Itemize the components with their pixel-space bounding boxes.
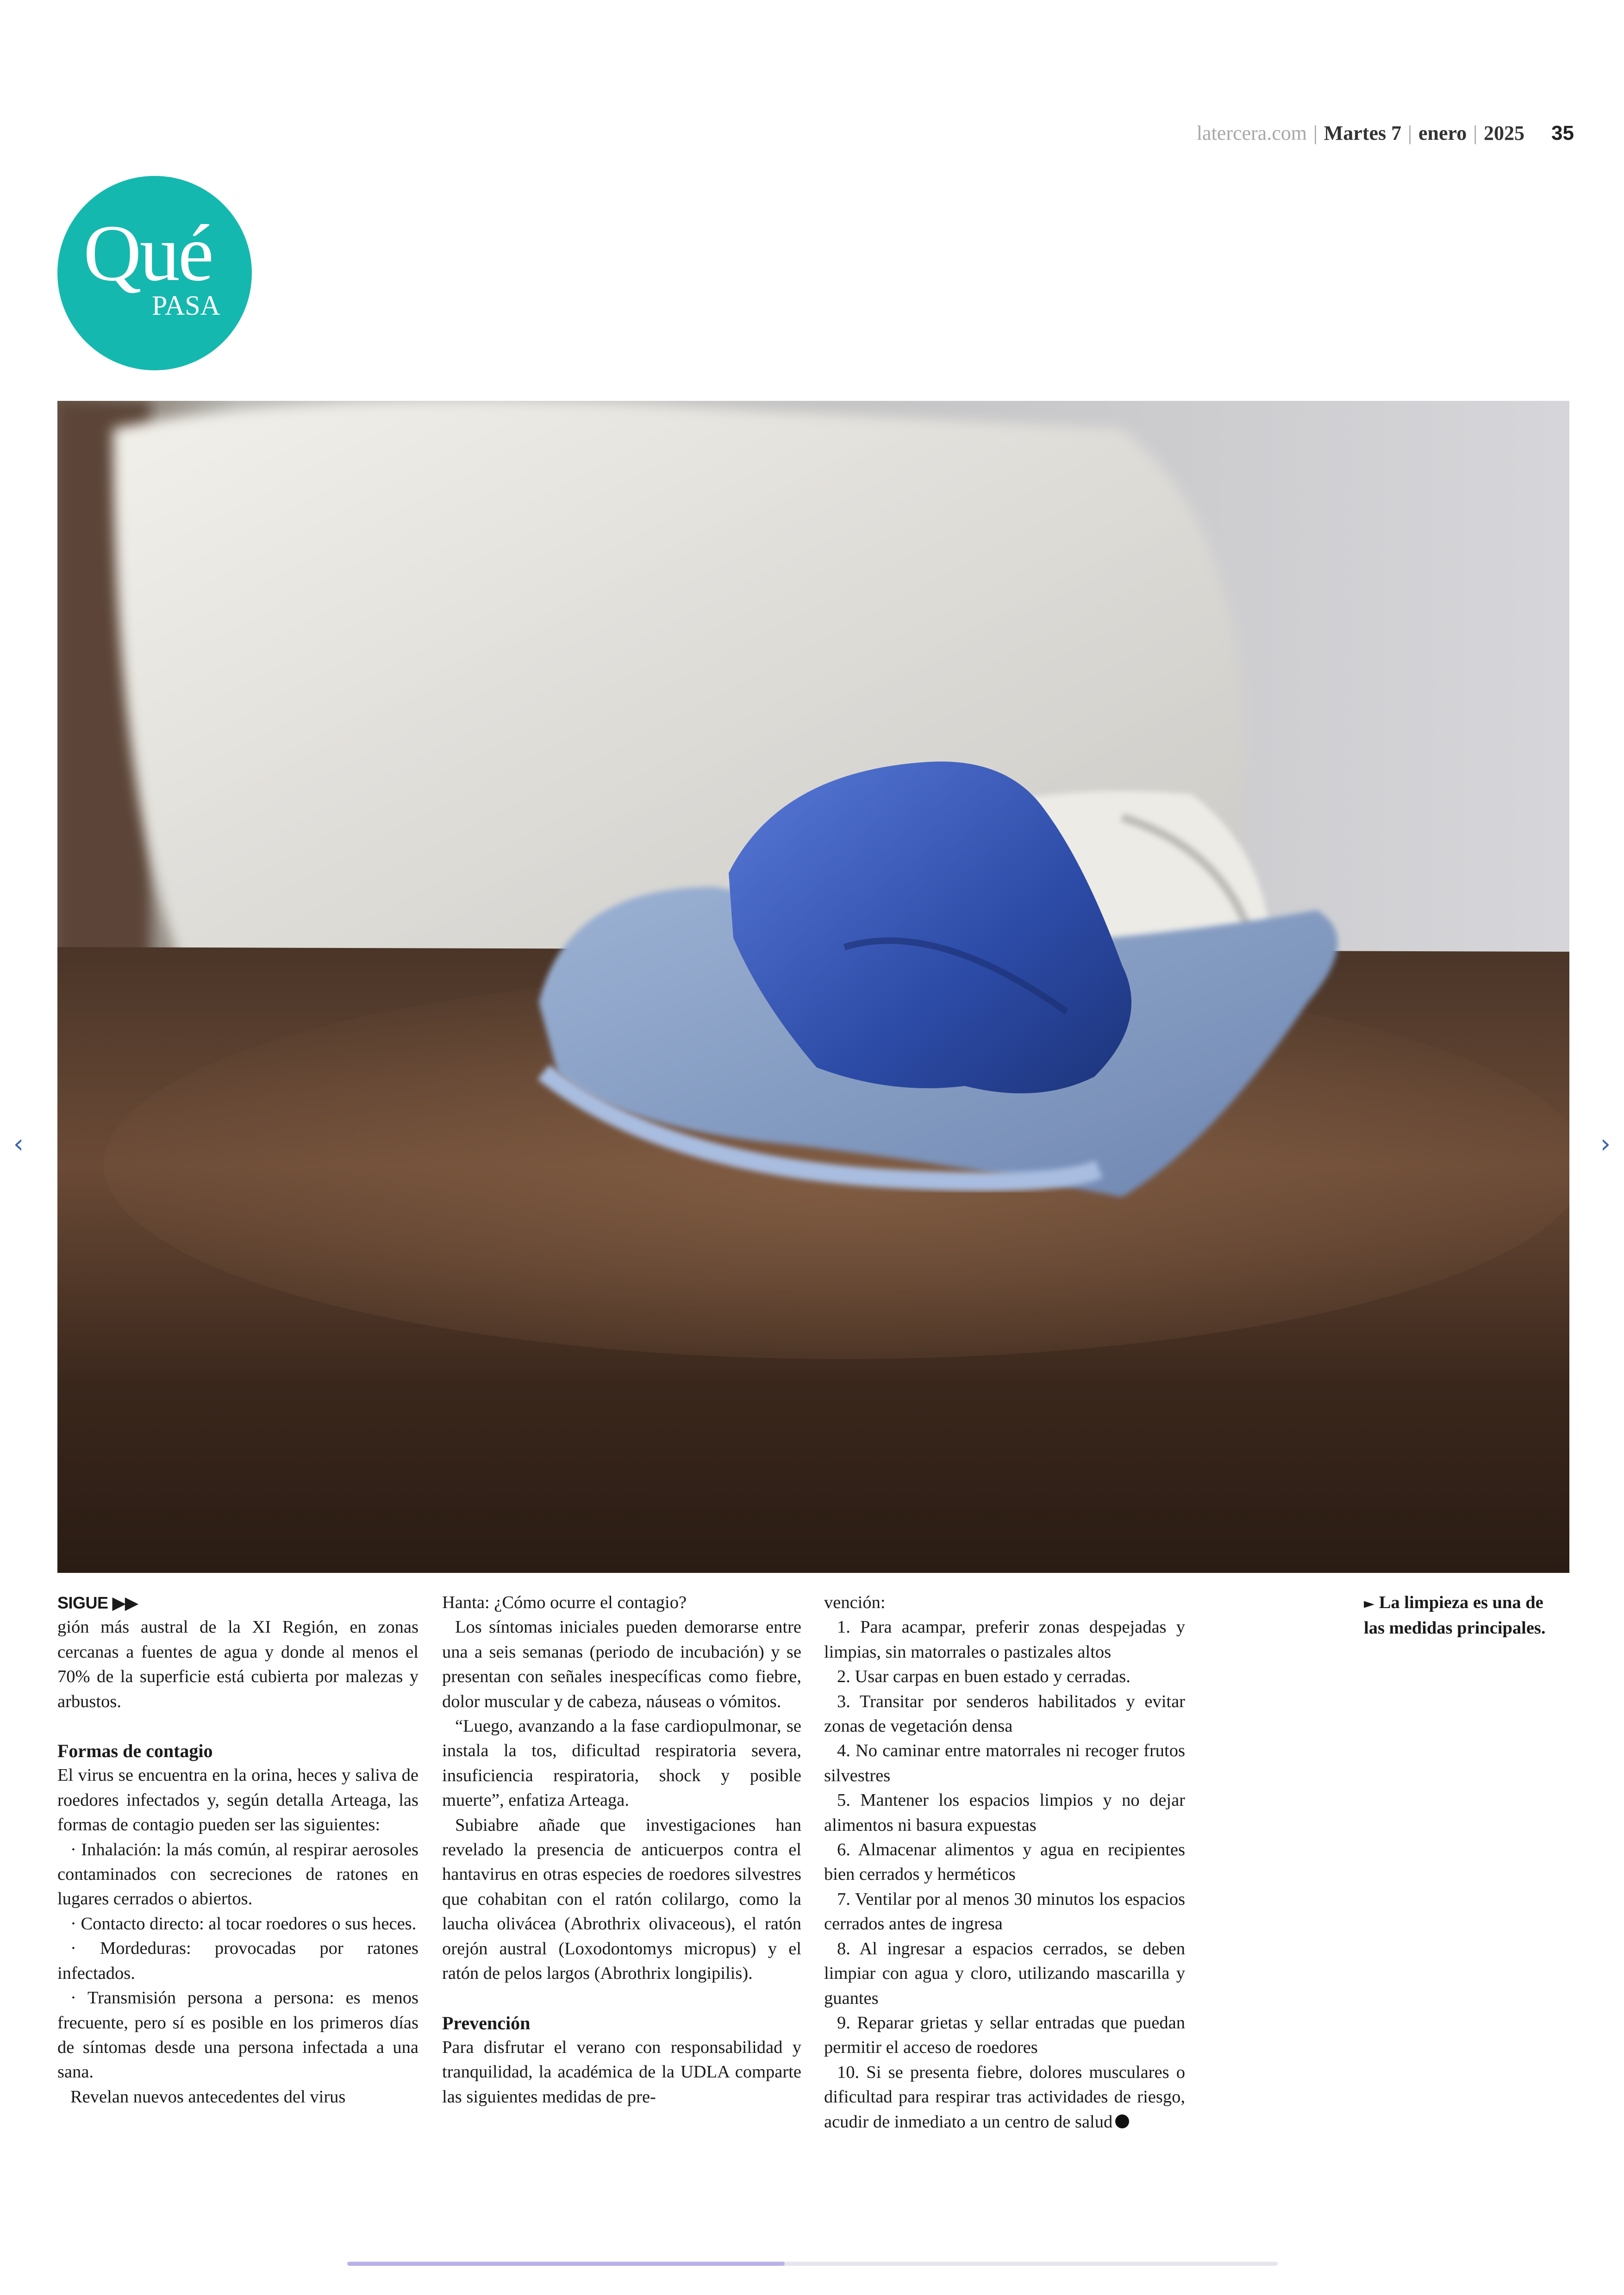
paragraph: Los síntomas iniciales pueden demorarse entre una a seis semanas (periodo de incubación) y se presentan con señales inespecíficas como fiebre, dolor muscular y de cabeza, náuseas o vómitos. (442, 1617, 801, 1711)
separator: | (1473, 122, 1478, 144)
que-pasa-logo (57, 176, 252, 370)
photo-caption (1364, 1590, 1549, 1641)
page-header (1197, 121, 1574, 145)
end-of-article-dot-icon (1115, 2114, 1129, 2128)
bullet-item: · Transmisión persona a persona: es menos frecuente, pero sí es posible en los primeros días de síntomas desde una persona infectada a una sana. (57, 1988, 418, 2082)
paragraph: Hanta: ¿Cómo ocurre el contagio? (442, 1593, 687, 1612)
page-number: 35 (1551, 121, 1574, 144)
article-photo (57, 401, 1569, 1573)
article-column-3 (824, 1590, 1185, 2134)
caption-marker: ► (1364, 1596, 1375, 1612)
section-heading-contagio: Formas de contagio (57, 1740, 213, 1762)
paragraph: Para disfrutar el verano con responsabilidad y tranquilidad, la académica de la UDLA comparte las siguientes medidas de pre- (442, 2037, 801, 2107)
article-column-1 (57, 1590, 418, 2109)
paragraph: El virus se encuentra en la orina, heces y saliva de roedores infectados y, según detalla Arteaga, las formas de contagio pueden ser las siguientes: (57, 1765, 418, 1835)
paragraph: Revelan nuevos antecedentes del virus (70, 2087, 346, 2107)
progress-fill (347, 2262, 785, 2266)
logo-que: Qué (83, 208, 212, 298)
previous-page-arrow-icon[interactable]: ‹ (13, 1129, 24, 1159)
list-item: 5. Mantener los espacios limpios y no dejar alimentos ni basura expuestas (824, 1790, 1185, 1835)
caption-text: La limpieza es una de las medidas principales. (1364, 1593, 1546, 1638)
paragraph: vención: (824, 1593, 886, 1612)
list-item: 2. Usar carpas en buen estado y cerradas. (837, 1667, 1131, 1687)
list-item: 1. Para acampar, preferir zonas despejadas y limpias, sin matorrales o pastizales altos (824, 1617, 1185, 1662)
list-item: 8. Al ingresar a espacios cerrados, se deben limpiar con agua y cloro, utilizando mascarilla y guantes (824, 1939, 1185, 2008)
bullet-item: · Mordeduras: provocadas por ratones infectados. (57, 1939, 418, 1983)
date-month: enero (1418, 122, 1467, 144)
list-item-last (824, 2060, 1185, 2134)
paragraph: gión más austral de la XI Región, en zonas cercanas a fuentes de agua y donde al menos el 70% de la superficie está cubierta por malezas y arbustos. (57, 1617, 418, 1711)
site-name[interactable]: latercera.com (1196, 122, 1307, 144)
quote-paragraph: “Luego, avanzando a la fase cardiopulmonar, se instala la tos, dificultad respiratoria severa, insuficiencia respiratoria, shock y posible muerte”, enfatiza Arteaga. (442, 1716, 801, 1810)
date-year: 2025 (1484, 122, 1525, 144)
bullet-item: · Inhalación: la más común, al respirar aerosoles contaminados con secreciones de ratones en lugares cerrados o abiertos. (57, 1840, 418, 1909)
separator: | (1408, 122, 1412, 144)
photo-gloved-hand-cleaning-table (57, 401, 1569, 1573)
next-page-arrow-icon[interactable]: › (1600, 1129, 1611, 1159)
list-item: 6. Almacenar alimentos y agua en recipientes bien cerrados y herméticos (824, 1840, 1185, 1884)
article-column-2 (442, 1590, 801, 2109)
list-item: 4. No caminar entre matorrales ni recoger frutos silvestres (824, 1741, 1185, 1785)
continues-label: SIGUE ▶▶ (57, 1593, 138, 1612)
list-item-text: 10. Si se presenta fiebre, dolores musculares o dificultad para respirar tras actividades de riesgo, acudir de inmediato a un centro de salud (824, 2062, 1185, 2132)
reading-progress-bar[interactable] (347, 2262, 1278, 2266)
date-day: Martes 7 (1324, 122, 1402, 144)
bullet-item: · Contacto directo: al tocar roedores o sus heces. (70, 1914, 417, 1933)
list-item: 3. Transitar por senderos habilitados y evitar zonas de vegetación densa (824, 1691, 1185, 1736)
list-item: 7. Ventilar por al menos 30 minutos los espacios cerrados antes de ingresa (824, 1889, 1185, 1934)
list-item: 9. Reparar grietas y sellar entradas que puedan permitir el acceso de roedores (824, 2013, 1185, 2058)
logo-pasa: PASA (152, 290, 220, 321)
paragraph: Subiabre añade que investigaciones han revelado la presencia de anticuerpos contra el hantavirus en otras especies de roedores silvestres que cohabitan con el ratón colilargo, como la laucha olivácea (Abrothrix olivaceous), el ratón orejón austral (Loxodontomys micropus) y el ratón de pelos largos (Abrothrix longipilis). (442, 1815, 801, 1983)
separator: | (1313, 122, 1318, 144)
section-heading-prevencion: Prevención (442, 2012, 531, 2033)
